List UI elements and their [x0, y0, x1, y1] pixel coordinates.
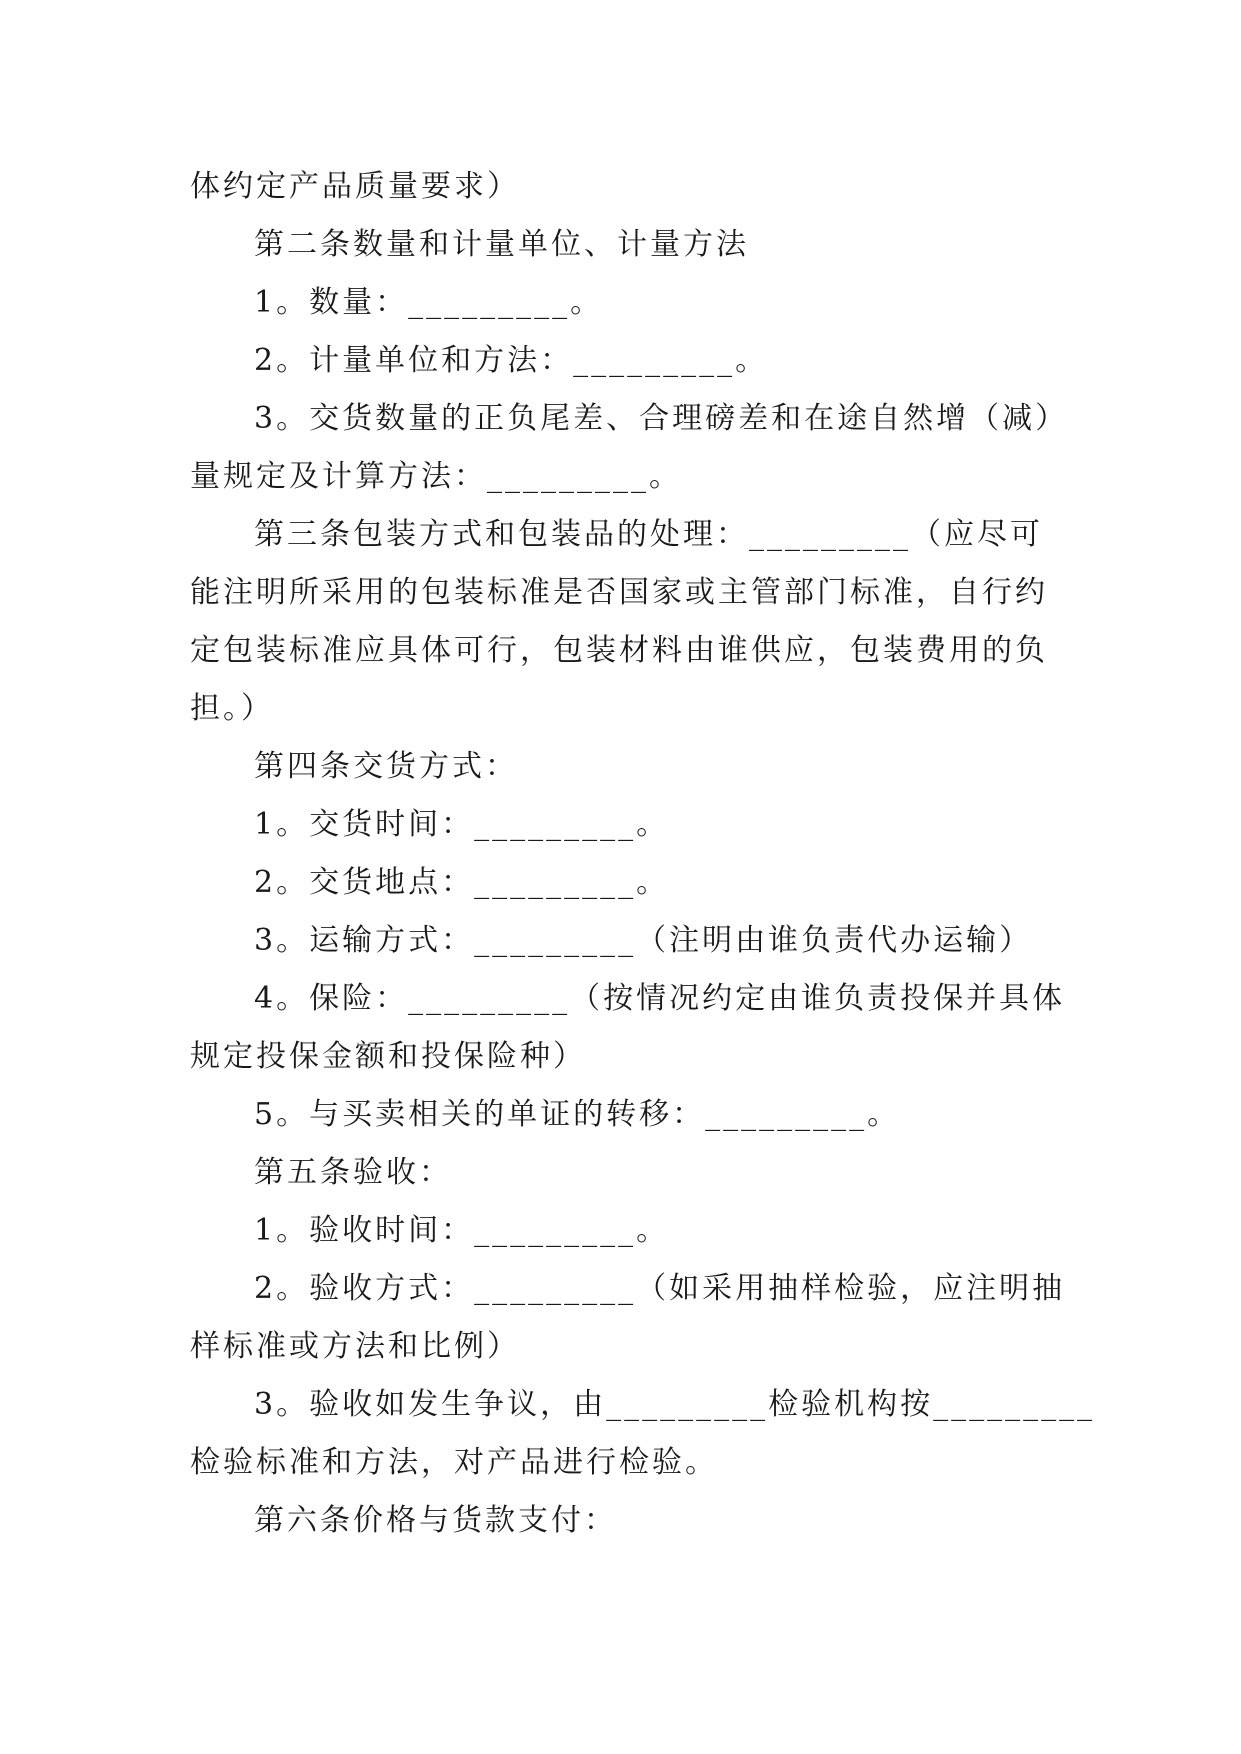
clause-quantity: 1。数量：_________。 — [254, 285, 604, 320]
clause-unit-method: 2。计量单位和方法：_________。 — [254, 343, 769, 378]
document-body — [190, 158, 1096, 1550]
clause-inspection-method: 2。验收方式：_________（如采用抽样检验，应注明抽 — [254, 1271, 1066, 1306]
clause-delivery-time: 1。交货时间：_________。 — [254, 807, 670, 842]
clause-insurance: 4。保险：_________（按情况约定由谁负责投保并具体 — [254, 981, 1066, 1016]
clause-transport: 3。运输方式：_________（注明由谁负责代办运输） — [254, 923, 1033, 958]
article-3-cont-3: 担。） — [190, 691, 274, 726]
article-3-cont-2: 定包装标准应具体可行，包装材料由谁供应，包装费用的负 — [190, 633, 1048, 668]
clause-delivery-place: 2。交货地点：_________。 — [254, 865, 670, 900]
article-5-heading: 第五条验收： — [254, 1155, 452, 1190]
clause-dispute-cont: 检验标准和方法，对产品进行检验。 — [190, 1445, 718, 1480]
article-6-heading: 第六条价格与货款支付： — [254, 1503, 617, 1538]
article-3-cont-1: 能注明所采用的包装标准是否国家或主管部门标准，自行约 — [190, 575, 1048, 610]
clause-tolerance: 3。交货数量的正负尾差、合理磅差和在途自然增（减） — [254, 401, 1069, 436]
article-4-heading: 第四条交货方式： — [254, 749, 518, 784]
clause-inspection-method-cont: 样标准或方法和比例） — [190, 1329, 520, 1364]
clause-documents: 5。与买卖相关的单证的转移：_________。 — [254, 1097, 901, 1132]
clause-inspection-time: 1。验收时间：_________。 — [254, 1213, 670, 1248]
paragraph-line: 体约定产品质量要求） — [190, 169, 520, 204]
article-3-heading: 第三条包装方式和包装品的处理：_________（应尽可 — [254, 517, 1043, 552]
clause-dispute: 3。验收如发生争议，由_________检验机构按_________ — [254, 1387, 1096, 1422]
clause-insurance-cont: 规定投保金额和投保险种） — [190, 1039, 586, 1074]
article-2-heading: 第二条数量和计量单位、计量方法 — [254, 227, 749, 262]
clause-tolerance-cont: 量规定及计算方法：_________。 — [190, 459, 682, 494]
